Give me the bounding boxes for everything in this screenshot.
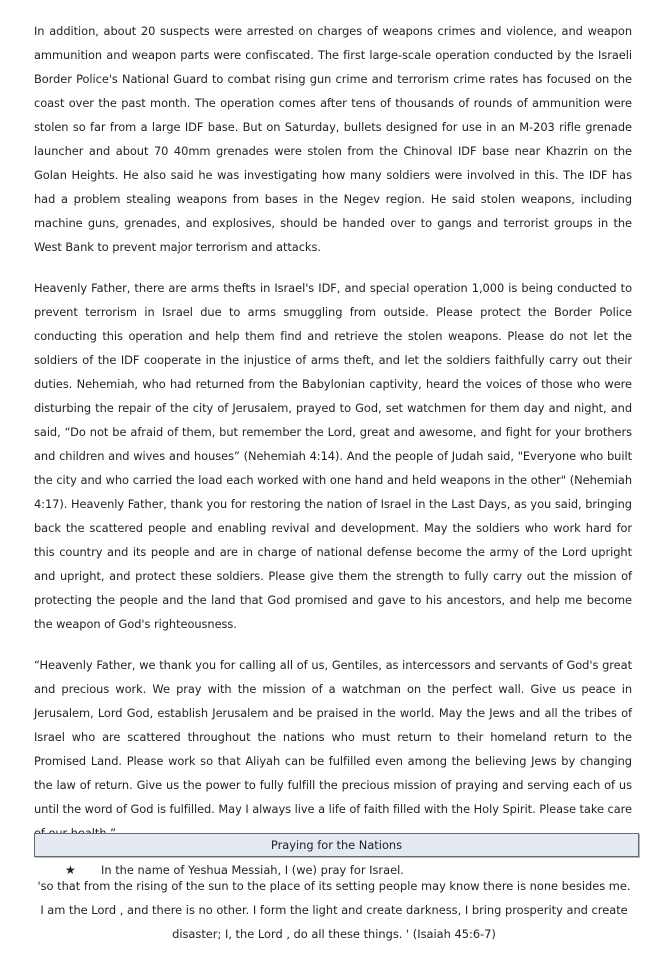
bullet-text: In the name of Yeshua Messiah, I (we) pray for Israel. bbox=[101, 863, 404, 877]
section-banner bbox=[34, 833, 639, 857]
news-paragraph: In addition, about 20 suspects were arrested on charges of weapons crimes and violence, and weapon ammunition and weapon parts were confiscated. The first large-scale operation conducted by the Israeli Border Police's National Guard to combat rising gun crime and terrorism crime rates has focused on the coast over the past month. The operation comes after tens of thousands of rounds of ammunition were stolen so far from a large IDF base. But on Saturday, bullets designed for use in an M-203 rifle grenade launcher and about 70 40mm grenades were stolen from the Chinoval IDF base near Khazrin on the Golan Heights. He also said he was investigating how many soldiers were involved in this. The IDF has had a problem stealing weapons from bases in the Negev region. He said stolen weapons, including machine guns, grenades, and explosives, should be handed over to gangs and terrorist groups in the West Bank to prevent major terrorism and attacks. bbox=[34, 24, 632, 254]
scripture-quote: 'so that from the rising of the sun to the place of its setting people may know there is none besides me. I am the Lord , and there is no other. I form the light and create darkness, I bring prosperity and create disaster; I, the Lord , do all these things. ' (Isaiah 45:6-7) bbox=[37, 879, 631, 941]
star-icon: ★ bbox=[65, 863, 76, 877]
prayer-paragraph: Heavenly Father, there are arms thefts in Israel's IDF, and special operation 1,000 is being conducted to prevent terrorism in Israel due to arms smuggling from outside. Please protect the Border Police conducting this operation and help them find and retrieve the stolen weapons. Please do not let the soldiers of the IDF cooperate in the injustice of arms theft, and let the soldiers faithfully carry out their duties. Nehemiah, who had returned from the Babylonian captivity, heard the voices of those who were disturbing the repair of the city of Jerusalem, prayed to God, set watchmen for them day and night, and said, “Do not be afraid of them, but remember the Lord, great and awesome, and fight for your brothers and children and wives and houses” (Nehemiah 4:14). And the people of Judah said, "Everyone who built the city and who carried the load each worked with one hand and held weapons in the other" (Nehemiah 4:17). Heavenly Father, thank you for restoring the nation of Israel in the Last Days, as you said, bringing back the scattered people and enabling revival and development. May the soldiers who work hard for this country and its people and are in charge of national defense become the army of the Lord upright and upright, and protect these soldiers. Please give them the strength to fully carry out the mission of protecting the people and the land that God promised and gave to his ancestors, and help me become the weapon of God's righteousness. bbox=[34, 281, 632, 631]
section-title: Praying for the Nations bbox=[270, 838, 403, 852]
closing-prayer-paragraph: “Heavenly Father, we thank you for calling all of us, Gentiles, as intercessors and servants of God's great and precious work. We pray with the mission of a watchman on the perfect wall. Give us peace in Jerusalem, Lord God, establish Jerusalem and be praised in the world. May the Jews and all the tribes of Israel who are scattered throughout the nations who must return to their homeland return to the Promised Land. Please work so that Aliyah can be fulfilled even among the believing Jews by changing the law of return. Give us the power to fully fulfill the precious mission of praying and serving each of us until the word of God is fulfilled. May I always live a life of faith filled with the Holy Spirit. Please take care bbox=[34, 658, 632, 816]
article-body bbox=[34, 19, 632, 882]
